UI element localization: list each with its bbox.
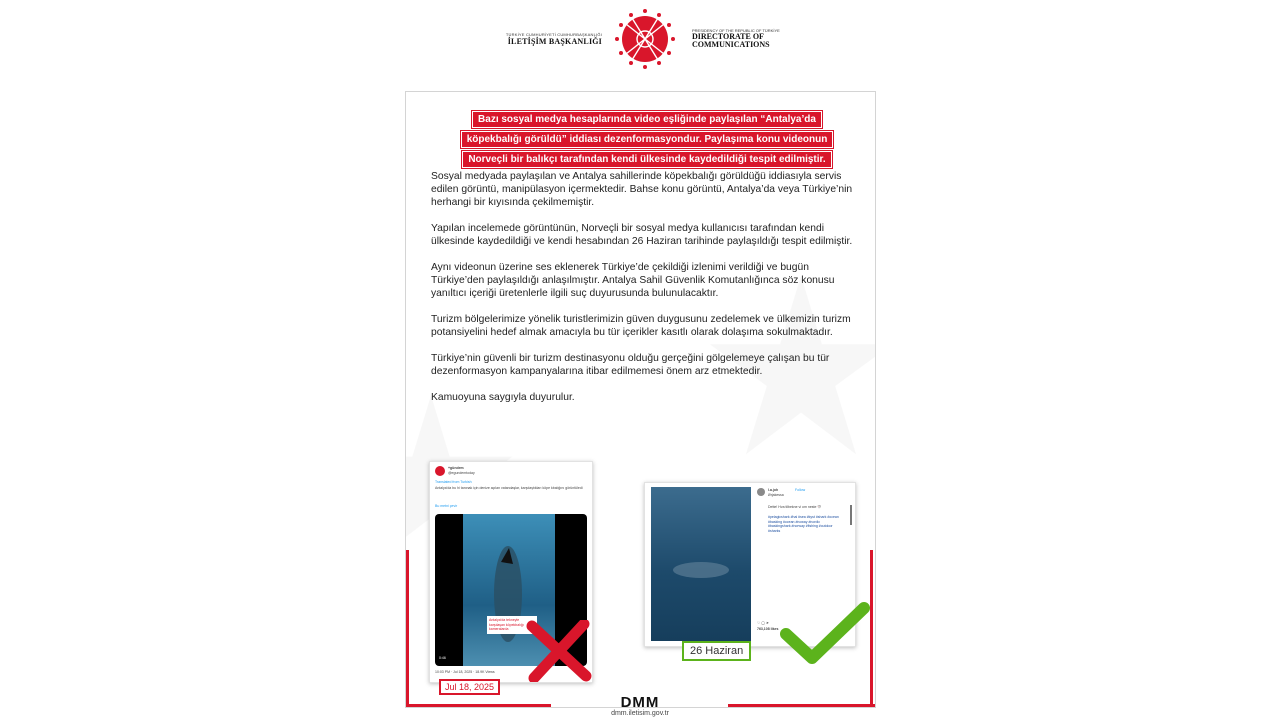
- post-handle: @egundemtoday: [448, 471, 475, 475]
- institution-title-en-line1: DIRECTORATE OF: [692, 32, 764, 41]
- statement-body: [431, 170, 856, 417]
- headline-line: Bazı sosyal medya hesaplarında video eşliğinde paylaşılan “Antalya’da: [472, 111, 822, 128]
- original-account: l.a.joh: [768, 488, 779, 492]
- frame-right: [870, 550, 873, 707]
- institution-subtitle-en: PRESIDENCY OF THE REPUBLIC OF TÜRKİYE: [692, 28, 780, 33]
- headline-box: [442, 109, 852, 169]
- footer-url[interactable]: dmm.iletisim.gov.tr: [611, 710, 669, 717]
- green-check-icon: [778, 600, 870, 668]
- statement-card: [405, 91, 876, 711]
- post-timestamp: 10:03 PM · Jul 18, 2025 · 18.9K Views: [435, 670, 495, 674]
- paragraph: Turizm bölgelerimize yönelik turistlerimizin güven duygusunu zedelemek ve ülkemizin turizm potansiyelini hedef almak amacıyla bu tür içerikler kasıtlı olarak dolaşıma sokulmaktadır.: [431, 314, 851, 338]
- post-translated: Translated from Turkish: [435, 480, 472, 484]
- paragraph: Kamuoyuna saygıyla duyurulur.: [431, 392, 575, 403]
- paragraph: Sosyal medyada paylaşılan ve Antalya sahillerinde köpekbalığı görüldüğü iddiasıyla servis edilen görüntü, manipülasyon içermektedir. Bahse konu görüntü, Antalya’da veya Türkiye’nin herhangi bir kıyısında çekilmemiştir.: [431, 171, 853, 208]
- original-video: [651, 487, 751, 641]
- original-likes: 763,108 likes: [757, 627, 779, 631]
- paragraph: Türkiye’nin güvenli bir turizm destinasyonu olduğu gerçeğini gölgelemeye çalışan bu tür dezenformasyon kampanyalarına itibar edilmemesi önem arz etmektedir.: [431, 353, 830, 377]
- frame-bottom-left: [406, 704, 551, 707]
- shark-silhouette: [671, 557, 731, 583]
- follow-button[interactable]: Follow: [795, 488, 806, 492]
- paragraph: Yapılan incelemede görüntünün, Norveçli bir sosyal medya kullanıcısı tarafından kendi ülkesinde kaydedildiği ve kendi hesabından 26 Haziran tarihinde paylaşıldığı tespit edilmiştir.: [431, 223, 853, 247]
- page-header: [0, 8, 1280, 78]
- paragraph: Aynı videonun üzerine ses eklenerek Türkiye’de çekildiği izlenimi verildiği ve bugün Türkiye’den paylaşıldığı anlaşılmıştır. Antalya Sahil Güvenlik Komutanlığınca söz konusu yanıltıcı içeriği üretenlerle ilgili suç duyurusunda bulunulacaktır.: [431, 262, 835, 299]
- red-cross-icon: [524, 620, 594, 682]
- frame-left: [406, 550, 409, 707]
- original-caption: Dette! Hva tilbekne vi om neste 🦈: [768, 505, 822, 509]
- post-text: Antalya'da bu hi tanınak için denize açılan vatandaşlar, karşılaştıkları köpe kbalığını görüntüledi: [435, 486, 583, 490]
- frame-bottom-right: [728, 704, 875, 707]
- video-duration: 0:46: [439, 656, 446, 660]
- video-overlay-caption: Antalya'da tekneyle karşılaşan köpekbalığı kameralarda: [487, 616, 537, 634]
- misleading-post-date: Jul 18, 2025: [439, 679, 500, 695]
- original-location: Ørjakessa: [768, 493, 784, 497]
- institution-title-en-line2: COMMUNICATIONS: [692, 40, 770, 49]
- post-translate-link: Bu metni çevir: [435, 504, 458, 508]
- avatar: [757, 488, 765, 496]
- avatar: [435, 466, 445, 476]
- institution-name-tr: [470, 32, 602, 46]
- footer-logo: [605, 696, 675, 720]
- post-actions: ♡ ◯ ➤: [757, 621, 769, 625]
- original-post-date: 26 Haziran: [682, 641, 751, 661]
- institution-name-en: [692, 28, 812, 49]
- headline-line: Norveçli bir balıkçı tarafından kendi ülkesinde kaydedildiği tespit edilmiştir.: [462, 151, 831, 168]
- institution-subtitle-tr: TÜRKİYE CUMHURİYETİ CUMHURBAŞKANLIĞI: [505, 32, 602, 37]
- institution-title-tr: İLETİŞİM BAŞKANLIĞI: [507, 37, 602, 46]
- post-account: +gündem: [448, 466, 464, 470]
- original-hashtags: #pelagicshark #hai #sea #kyst #shark #ocean #basking #ocean #noway #nordic #baskingshark #norway #fishing #outdoor #sharks: [768, 515, 839, 533]
- scrollbar[interactable]: [850, 505, 852, 525]
- dmm-logo: DMM: [620, 694, 660, 711]
- headline-line: köpekbalığı görüldü” iddiası dezenformasyondur. Paylaşıma konu videonun: [461, 131, 834, 148]
- presidency-emblem-icon: [614, 8, 676, 70]
